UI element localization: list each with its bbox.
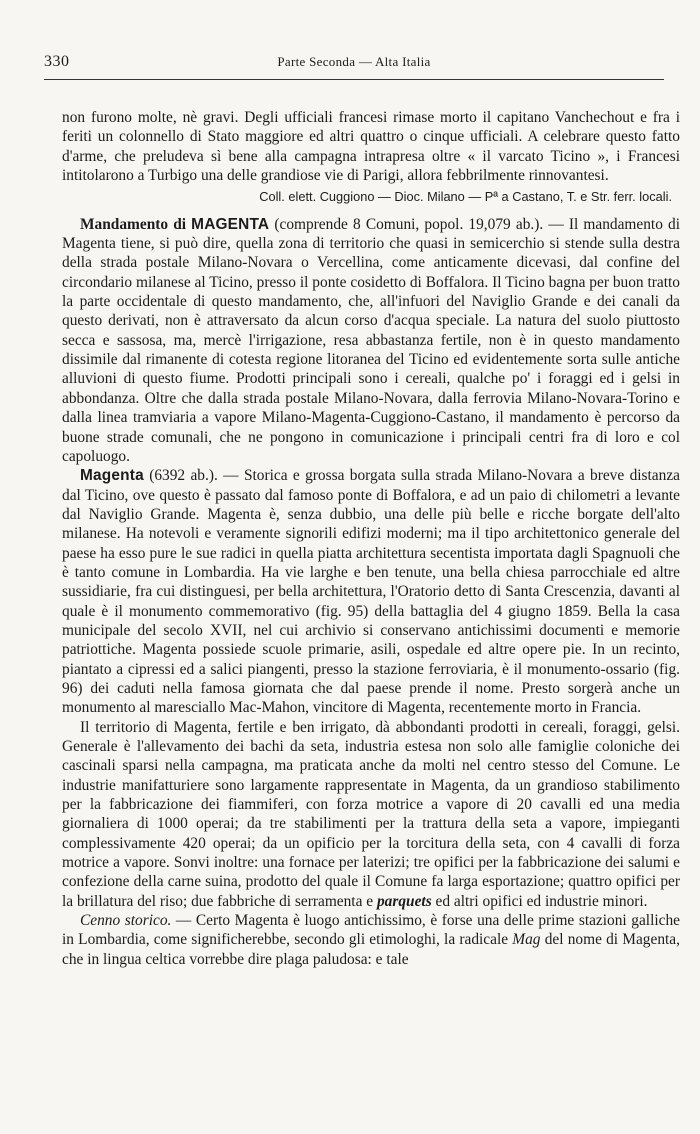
- paragraph-turbigo-end: non furono molte, nè gravi. Degli ufficiali francesi rimase morto il capitano Vanchechout e fra i feriti un colonnello di Stato maggiore ed altri quattro o cinque ufficiali. A celebrare questo fatto d'arme, che preludeva sì bene alla campagna intrapresa oltre « il varcato Ticino », i Francesi intitolarono a Turbigo una delle grandiose vie di Parigi, allora febbrilmente rinnovantesi.: [62, 109, 680, 185]
- paragraph-mandamento: [62, 215, 680, 466]
- magenta-name: Magenta: [80, 467, 144, 485]
- parquets-word: parquets: [376, 892, 432, 910]
- page-header: [44, 53, 664, 73]
- header-rule: [44, 79, 664, 80]
- territorio-text-b: ed altri opifici ed industrie minori.: [431, 892, 648, 910]
- mag-word: Mag: [512, 931, 541, 949]
- mandamento-lead: Mandamento di: [80, 215, 192, 233]
- page-number: 330: [44, 53, 70, 70]
- body-text: [62, 108, 680, 969]
- cenno-storico-label: Cenno storico.: [80, 912, 172, 930]
- paragraph-cenno-storico: [62, 911, 680, 969]
- cenno-text-b: del nome di Magenta, che in lingua celtica vorrebbe dire plaga paludosa: e tale: [62, 931, 680, 968]
- paragraph-territorio: [62, 718, 680, 911]
- mandamento-text: (comprende 8 Comuni, popol. 19,079 ab.). — Il mandamento di Magenta tiene, si può dire, quella zona di territorio che quasi in semicerchio si stende sulla destra della strada postale Milano-Novara o Vercellina, come anticamente dicevasi, dal confine del circondario milanese al Ticino, presso il ponte cosidetto di Boffalora. Il Ticino bagna per buon tratto la parte occidentale di questo mandamento, che, all'infuori del Naviglio Grande e dei canali da questo derivati, non è attraversato da alcun corso d'acqua speciale. La natura del suolo piuttosto secca e sassosa, ma, mercè l'irrigazione, resa abbastanza fertile, non è in questo mandamento dissimile dal rimanente di cotesta regione litoranea del Ticino ed evidentemente sorta sulle antiche alluvioni di questo fiume. Prodotti principali sono i cereali, qualche po' i foraggi ed i gelsi in abbondanza. Oltre che dalla strada postale Milano-Novara, dalla ferrovia Milano-Novara-Torino e dalla linea tramviaria a vapore Milano-Magenta-Cuggiono-Castano, il mandamento è percorso da buone strade comunali, che ne pongono in comunicazione i principali centri fra di loro e col capoluogo.: [62, 215, 680, 465]
- paragraph-magenta: [62, 466, 680, 717]
- territorio-text-a: Il territorio di Magenta, fertile e ben irrigato, dà abbondanti prodotti in cereali, foraggi, gelsi. Generale è l'allevamento dei bachi da seta, industria estesa non solo alle famiglie coloniche dei cascinali sparsi nella campagna, ma praticata anche da molti nel centro stesso del Comune. Le industrie manifatturiere sono largamente rappresentate in Magenta, da un grandioso stabilimento per la fabbricazione dei fiammiferi, con forza motrice a vapore di 20 cavalli ed una media giornaliera di 1000 operai; da tre stabilimenti per la trattura della seta a vapore, impieganti complessivamente 420 operai; da un opificio per la torcitura della seta, con 4 cavalli di forza motrice a vapore. Sonvi inoltre: una fornace per laterizi; tre opifici per la fabbricazione dei salumi e confezione della carne suina, prodotto del quale il Comune fa larga esportazione; quattro opifici per la brillatura del riso; due fabbriche di serramenta e: [62, 718, 680, 910]
- magenta-text: (6392 ab.). — Storica e grossa borgata sulla strada Milano-Novara a breve distanza dal Ticino, ove questo è passato dal famoso ponte di Boffalora, e ad un paio di chilometri a levante dal Naviglio Grande. Magenta è, senza dubbio, una delle più belle e ricche borgate dell'alto milanese. Ha notevoli e veramente signorili edifizi moderni; ma il tipo architettonico generale del paese ha esso pure le sue radici in quella piatta architettura secentista importata dagli Spagnuoli che è tanto comune in Lombardia. Ha vie larghe e ben tenute, una bella chiesa parrocchiale ed altre sussidiarie, fra cui distinguesi, per bella architettura, l'Oratorio detto di Santa Crescenzia, davanti al quale è il monumento commemorativo (fig. 95) della battaglia del 4 giugno 1859. Bella la casa municipale del secolo XVII, nel cui archivio si conservano antichissimi documenti e memorie patriottiche. Magenta possiede scuole primarie, asili, ospedale ed altre opere pie. In un recinto, piantato a cipressi ed a salici piangenti, presso la stazione ferroviaria, è il monumento-ossario (fig. 96) dei caduti nella famosa giornata che dal paese prende il nome. Presto sorgerà anche un monumento al maresciallo Mac-Mahon, vincitore di Magenta, recentemente morto in Francia.: [62, 467, 680, 717]
- source-note: Coll. elett. Cuggiono — Dioc. Milano — Pª a Castano, T. e Str. ferr. locali.: [259, 189, 672, 205]
- cenno-text-a: — Certo Magenta è luogo antichissimo, è forse una delle prime stazioni galliche in Lombardia, come significherebbe, secondo gli etimologhi, la radicale: [62, 912, 680, 949]
- mandamento-name: MAGENTA: [191, 215, 270, 233]
- running-head: Parte Seconda — Alta Italia: [277, 54, 431, 69]
